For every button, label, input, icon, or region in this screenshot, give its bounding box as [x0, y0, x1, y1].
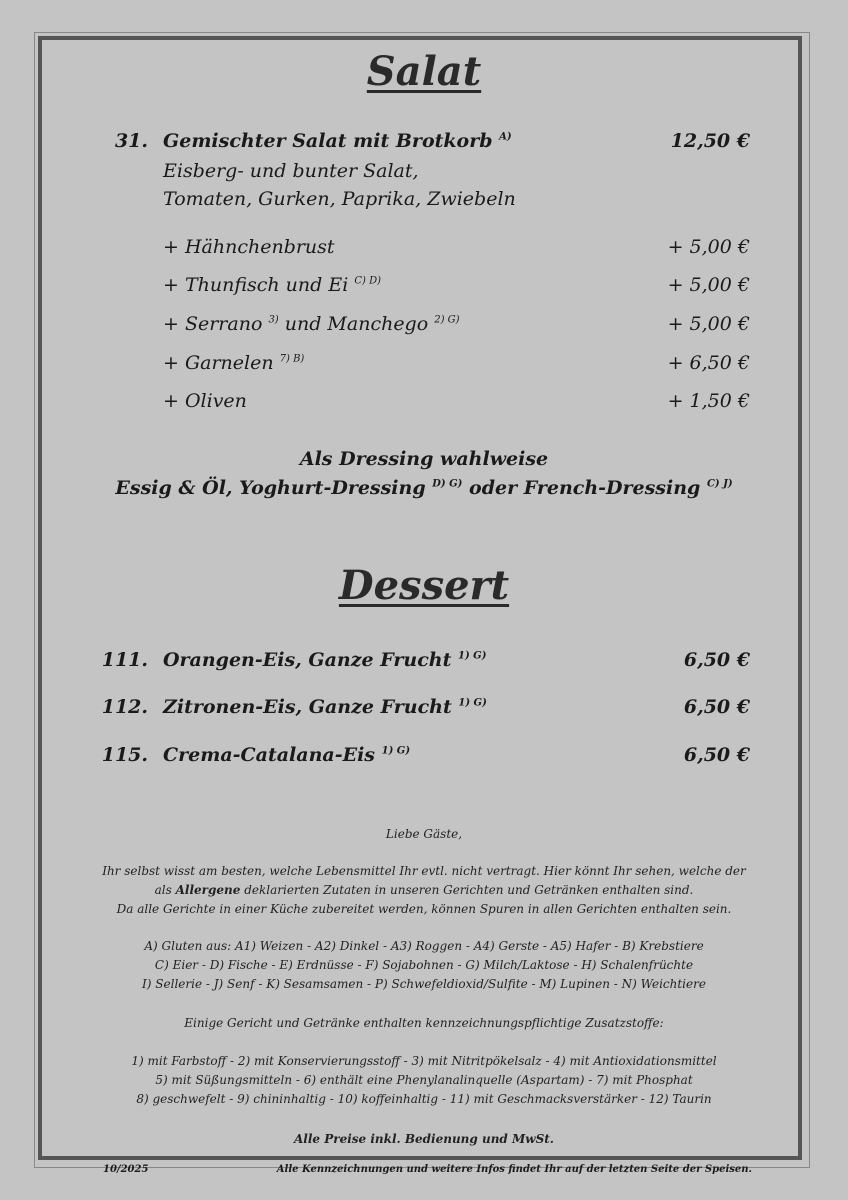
salat-item-desc-2: Tomaten, Gurken, Paprika, Zwiebeln [163, 188, 516, 210]
salat-heading: Salat [366, 48, 482, 95]
extra-price: + 1,50 € [667, 390, 750, 412]
dessert-item-name: Zitronen-Eis, Ganze Frucht $^{1) G)}$ [163, 696, 487, 718]
dressing-title: Als Dressing wahlweise [299, 448, 549, 470]
info-greeting: Liebe Gäste, [385, 827, 463, 841]
dessert-item-number: 111. [101, 649, 148, 671]
dessert-item-name: Orangen-Eis, Ganze Frucht $^{1) G)}$ [163, 649, 487, 671]
extra-item: + Serrano $^{3)}$ und Manchego $^{2) G)}$ [163, 313, 460, 335]
footer-note: Alle Kennzeichnungen und weitere Infos findet Ihr auf der letzten Seite der Speisen. [276, 1164, 752, 1175]
extra-price: + 6,50 € [667, 352, 750, 374]
dessert-item-name: Crema-Catalana-Eis $^{1) G)}$ [163, 744, 411, 766]
info-paragraph: Ihr selbst wisst am besten, welche Lebensmittel Ihr evtl. nicht vertragt. Hier könnt Ihr sehen, welche der als Allergene deklarierten Zutaten in unseren Gerichten und Getränken enthalten sind. Da alle Gerichte in einer Küche zubereitet werden, können Spuren in allen Gerichten enthalten sein. [102, 864, 746, 916]
salat-item-desc-1: Eisberg- und bunter Salat, [163, 160, 419, 182]
extra-item: + Hähnchenbrust [163, 236, 335, 258]
dessert-item-number: 112. [101, 696, 148, 718]
dessert-item-price: 6,50 € [683, 649, 750, 671]
salat-item-number: 31. [114, 130, 148, 152]
extra-price: + 5,00 € [667, 313, 750, 335]
extra-price: + 5,00 € [667, 274, 750, 296]
dessert-heading: Dessert [338, 562, 510, 609]
allergen-list: A) Gluten aus: A1) Weizen - A2) Dinkel - A3) Roggen - A4) Gerste - A5) Hafer - B) Krebstiere C) Eier - D) Fische - E) Erdnüsse - F) Sojabohnen - G) Milch/Laktose - H) Schalenfrüchte I) Sellerie - J) Senf - K) Sesamsamen - P) Schwefeldioxid/Sulfite - M) Lupinen - N) Weichtiere [142, 939, 706, 991]
additives-list: 1) mit Farbstoff - 2) mit Konservierungsstoff - 3) mit Nitritpökelsalz - 4) mit Antioxidationsmittel 5) mit Süßungsmitteln - 6) enthält eine Phenylanalinquelle (Aspartam) - 7) mit Phosphat 8) geschwefelt - 9) chininhaltig - 10) koffeinhaltig - 11) mit Geschmacksverstärker - 12) Taurin [131, 1054, 717, 1106]
dessert-item-number: 115. [101, 744, 148, 766]
dressing-options: Essig & Öl, Yoghurt-Dressing $^{D) G)}$ oder French-Dressing $^{C) J)}$ [115, 477, 733, 499]
extra-item: + Garnelen $^{7) B)}$ [163, 352, 305, 374]
dessert-item-price: 6,50 € [683, 696, 750, 718]
salat-item-name: Gemischter Salat mit Brotkorb $^{A)}$ [163, 130, 512, 152]
extra-item: + Thunfisch und Ei $^{C) D)}$ [163, 274, 382, 296]
extra-price: + 5,00 € [667, 236, 750, 258]
extra-item: + Oliven [163, 390, 247, 412]
prices-note: Alle Preise inkl. Bedienung und MwSt. [294, 1132, 554, 1146]
dessert-item-price: 6,50 € [683, 744, 750, 766]
footer-date: 10/2025 [103, 1164, 149, 1175]
additives-intro: Einige Gericht und Getränke enthalten kennzeichnungspflichtige Zusatzstoffe: [184, 1016, 664, 1030]
salat-item-price: 12,50 € [670, 130, 750, 152]
